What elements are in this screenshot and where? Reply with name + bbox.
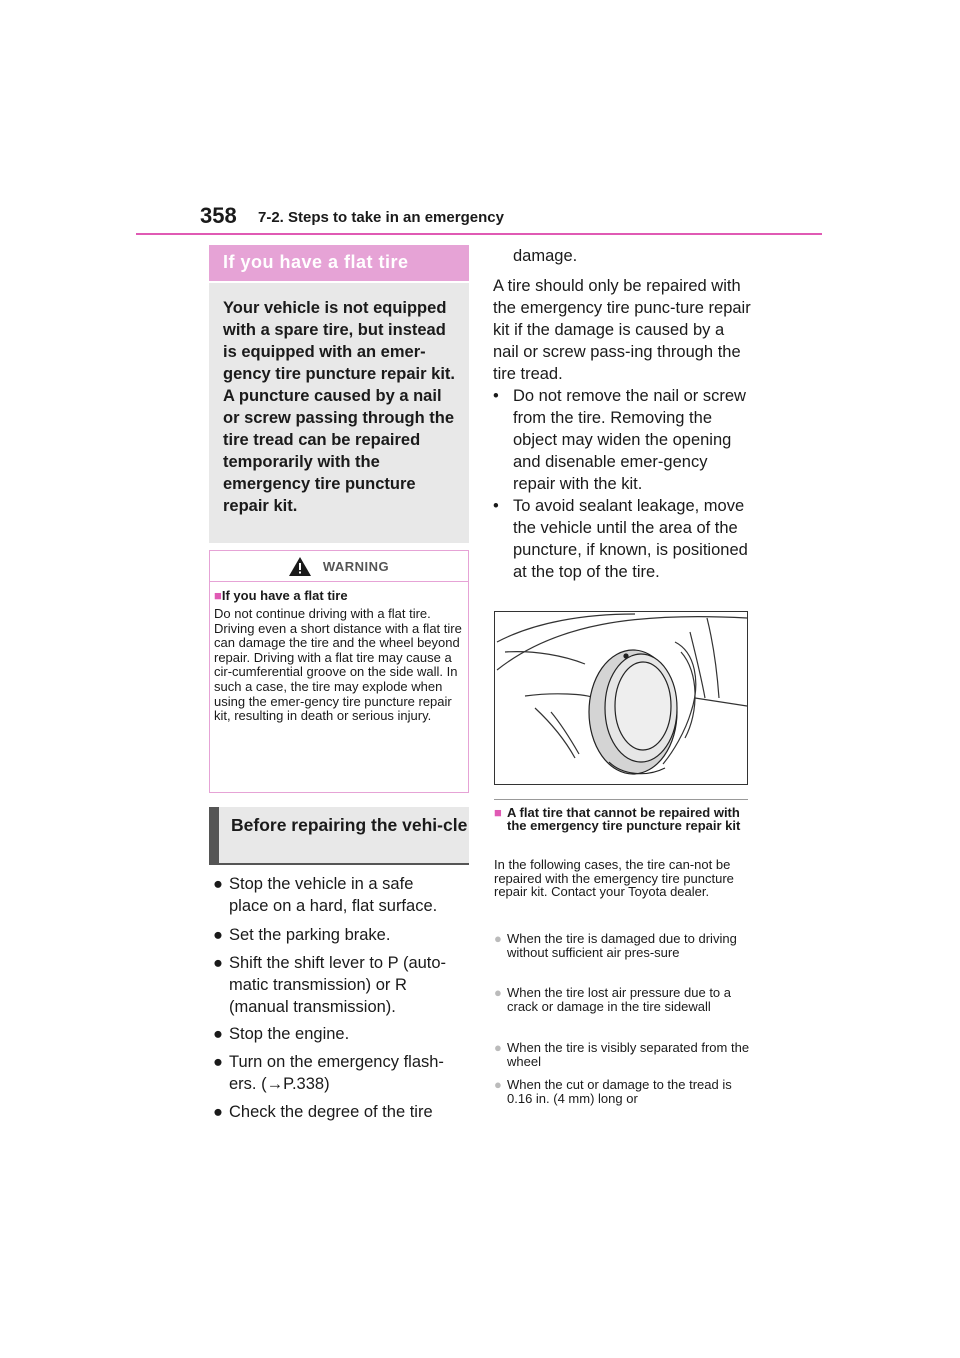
bullet-dot: ●	[213, 875, 223, 893]
warning-subheading-marker: ■	[214, 588, 222, 603]
bullet-text: Turn on the emergency flash- ers. (→P.338)	[229, 1053, 444, 1093]
bullet-dot: •	[493, 497, 499, 515]
tire-drawing	[495, 612, 747, 784]
section-title: 7-2. Steps to take in an emergency	[258, 209, 504, 226]
bullet-dot: ●	[494, 985, 502, 1000]
bullet-text: Shift the shift lever to P (auto- matic transmission) or R (manual transmission).	[229, 954, 447, 1016]
bullet-text: Set the parking brake.	[229, 926, 391, 944]
warning-label: WARNING	[322, 558, 390, 574]
bullet-dot: ●	[213, 1025, 223, 1043]
page-number: 358	[200, 203, 237, 228]
bullet-dot: ●	[213, 926, 223, 944]
flat-tire-illustration	[494, 611, 748, 785]
header-rule	[136, 233, 822, 235]
list-item-text: When the tire lost air pressure due to a crack or damage in the tire sidewall	[507, 985, 732, 1014]
bullet-text: Check the degree of the tire	[229, 1103, 433, 1121]
note-heading-marker: ■	[494, 805, 502, 820]
right-column-text	[493, 245, 751, 583]
bullet-dot: ●	[213, 954, 223, 972]
section-banner: If you have a flat tire	[209, 245, 469, 281]
bullet-dot: ●	[494, 1040, 502, 1055]
list-item	[493, 495, 751, 583]
before-repair-heading: Before repairing the vehi-cle	[209, 807, 469, 865]
continued-text: damage.	[513, 247, 578, 265]
bullet-dot: •	[493, 387, 499, 405]
list-item-text: When the cut or damage to the tread is 0.16 in. (4 mm) long or	[507, 1077, 732, 1106]
warning-body	[214, 607, 462, 724]
warning-box	[209, 550, 469, 793]
note-paragraph: In the following cases, the tire can-not be repaired with the emergency tire puncture repair kit. Contact your Toyota dealer.	[494, 857, 734, 900]
bullet-text: Stop the vehicle in a safe place on a hard, flat surface.	[229, 875, 438, 915]
list-item-text: Do not remove the nail or screw from the tire. Removing the object may widen the opening and disenable emer-gency repair with the kit.	[513, 387, 746, 493]
list-item-text: When the tire is damaged due to driving without sufficient air pres-sure	[507, 931, 737, 960]
list-item-text: When the tire is visibly separated from the wheel	[507, 1040, 750, 1069]
list-item-text: To avoid sealant leakage, move the vehicle until the area of the puncture, if known, is positioned at the top of the tire.	[513, 497, 748, 581]
divider	[494, 799, 748, 800]
warning-subheading	[214, 588, 468, 603]
warning-paragraph-2: Driving even a short distance with a flat tire can damage the tire and the wheel beyond repair. Driving with a flat tire may cause a cir-cumferential groove on the side wall. In such a case, the tire may explode when using the emer-gency tire puncture repair kit, resulting in death or serious injury.	[214, 620, 462, 724]
bullet-dot: ●	[494, 1077, 502, 1092]
bullet-dot: ●	[494, 931, 502, 946]
bullet-dot: ●	[213, 1103, 223, 1121]
note-heading-text: A flat tire that cannot be repaired with the emergency tire puncture repair kit	[507, 805, 741, 833]
intro-paragraph-2: A puncture caused by a nail or screw passing through the tire tread can be repaired temporarily with the emergency tire puncture repair kit.	[223, 387, 455, 515]
warning-triangle-icon	[289, 557, 311, 576]
intro-box	[209, 283, 469, 543]
warning-header	[210, 551, 468, 582]
repair-condition-paragraph: A tire should only be repaired with the emergency tire punc-ture repair kit if the damage is caused by a nail or screw pass-ing through the tire tread.	[493, 277, 751, 383]
warning-subheading-text: If you have a flat tire	[221, 588, 348, 603]
list-item	[493, 385, 751, 495]
warning-paragraph-1: Do not continue driving with a flat tire.	[214, 606, 431, 621]
intro-paragraph-1: Your vehicle is not equipped with a spare tire, but instead is equipped with an emer-gency tire puncture repair kit.	[223, 299, 455, 383]
bullet-dot: ●	[213, 1053, 223, 1071]
bullet-text: Stop the engine.	[229, 1025, 350, 1043]
